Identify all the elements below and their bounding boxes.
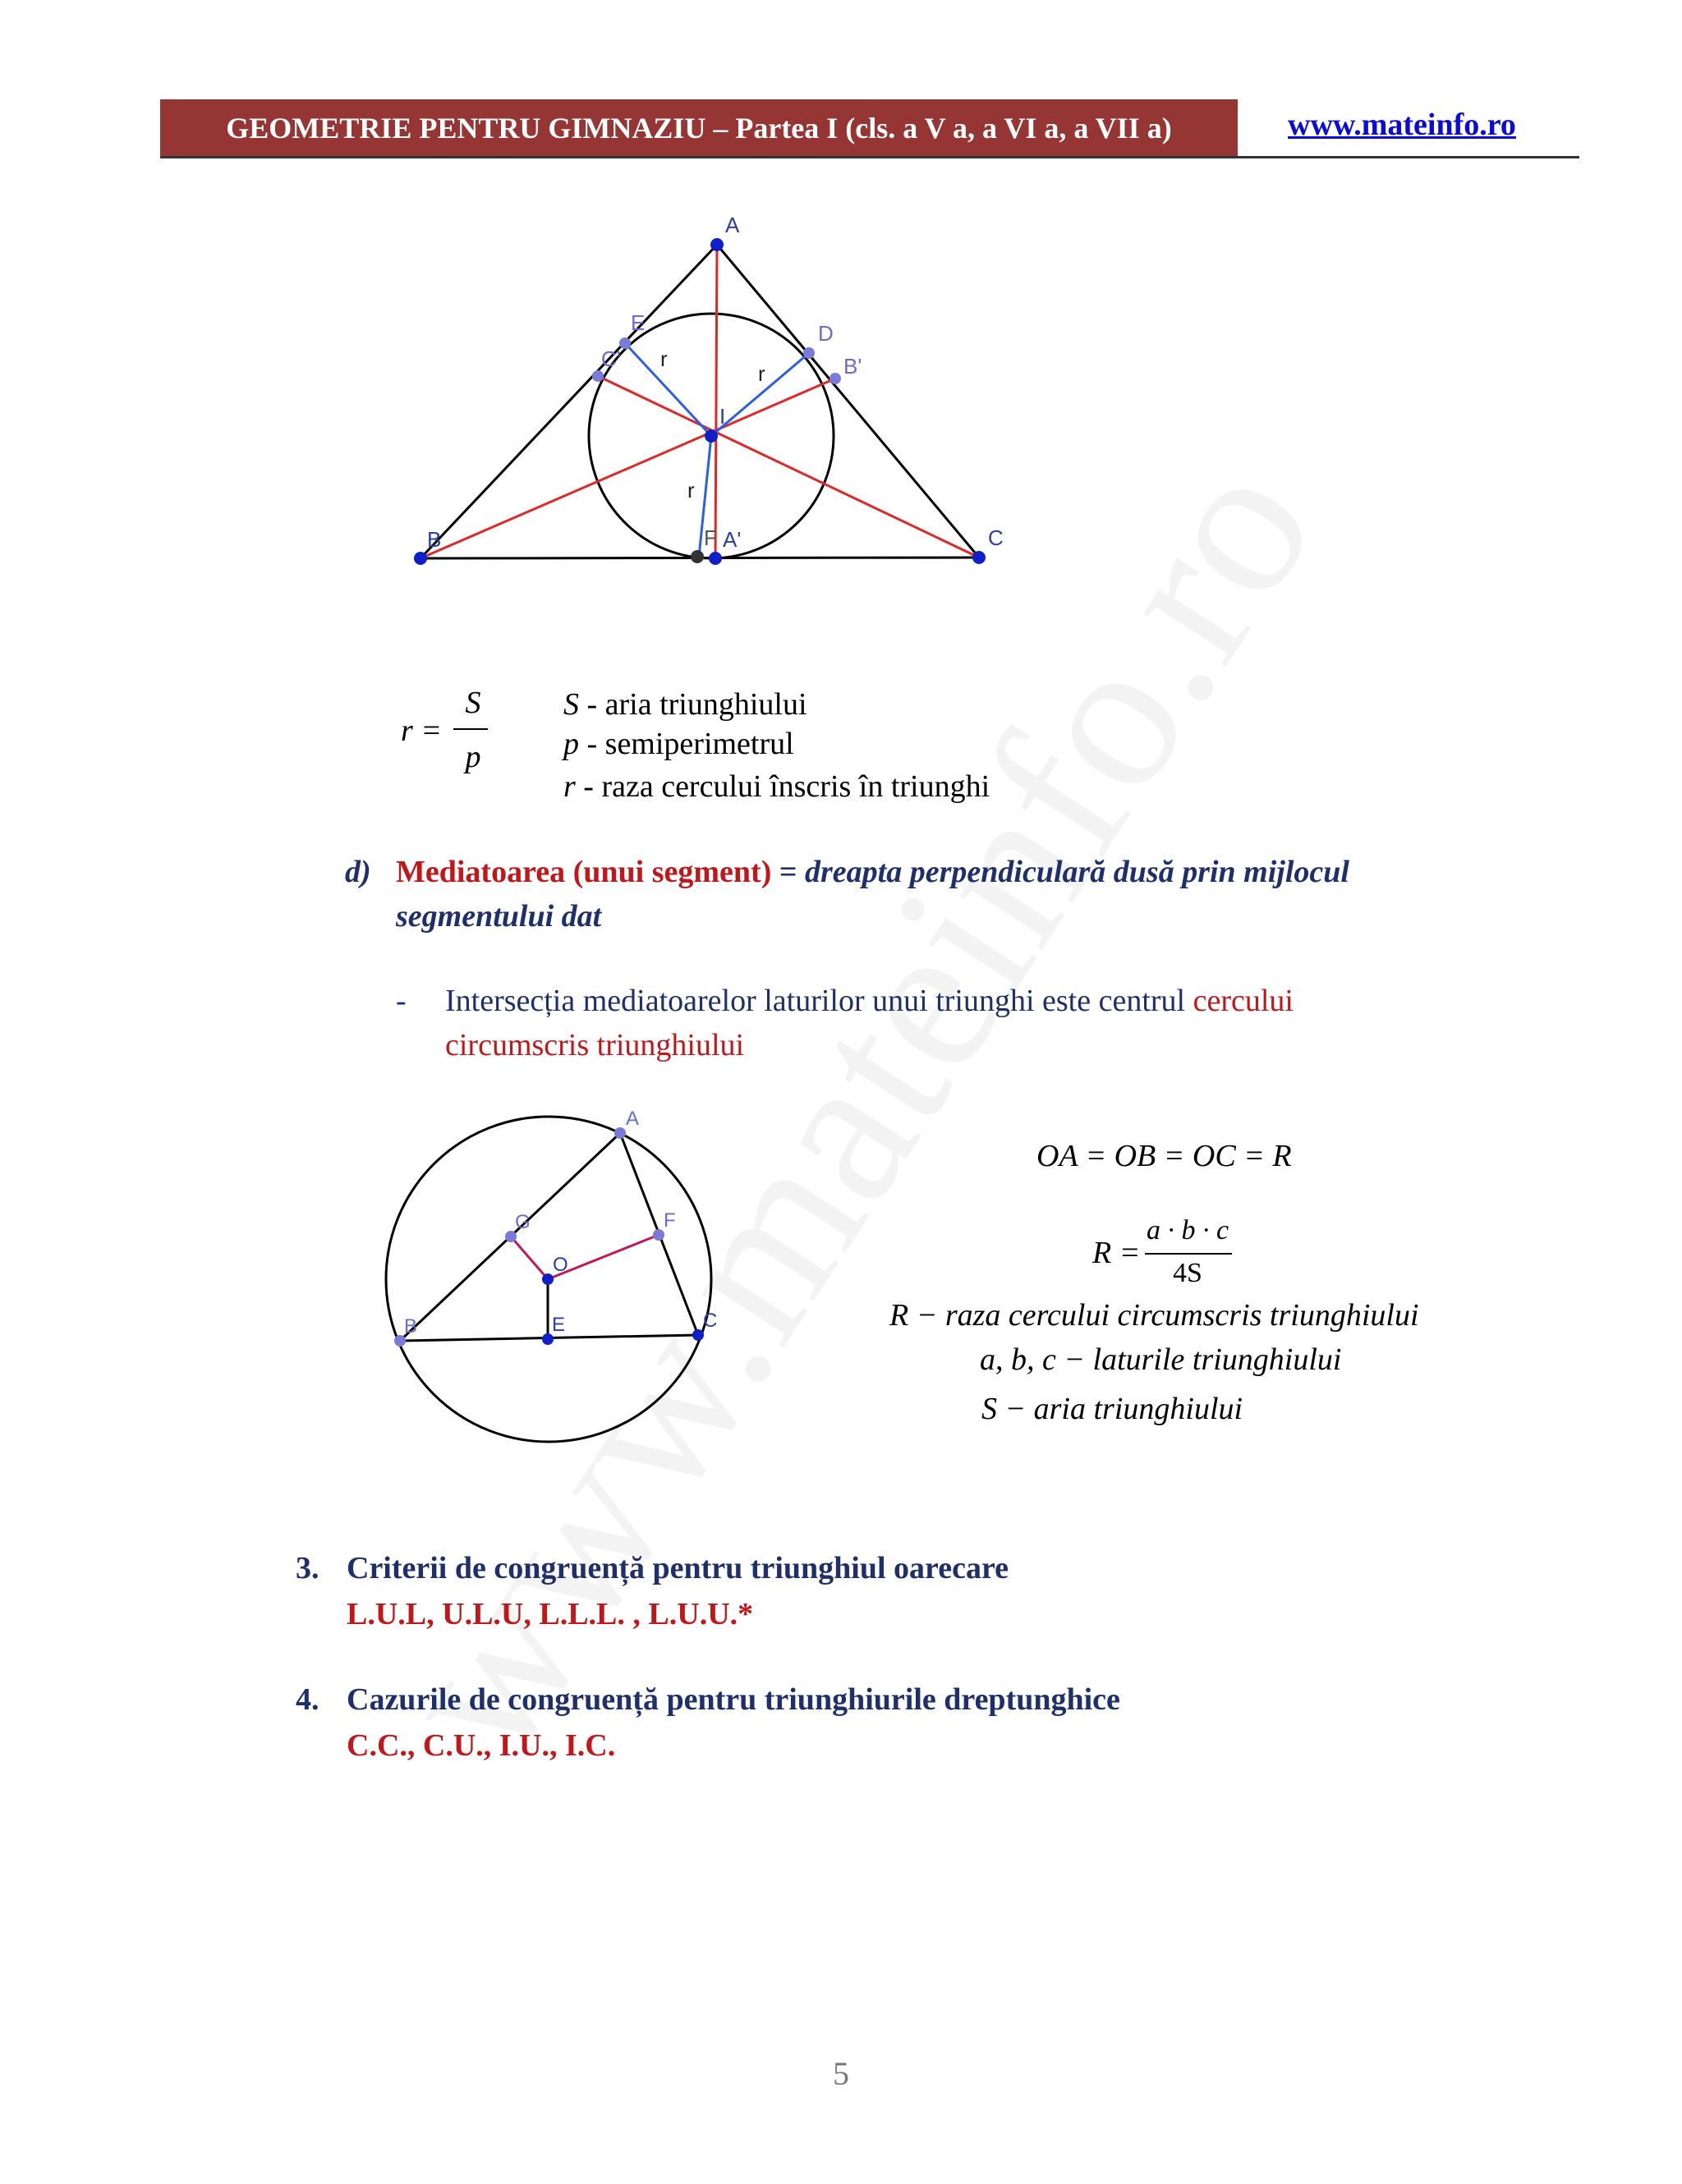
- label-i: I: [719, 404, 726, 429]
- label-e: E: [631, 310, 646, 335]
- point-c2: [692, 1329, 704, 1341]
- circumcircle-figure: [374, 1104, 727, 1449]
- label-d: D: [818, 321, 834, 346]
- legend-sides: a, b, c − laturile triunghiului: [980, 1342, 1342, 1377]
- point-a2: [614, 1127, 626, 1139]
- legend-s: S - aria triunghiului: [563, 687, 807, 722]
- label-b-prime: B': [843, 354, 862, 379]
- point-a-prime: [709, 552, 722, 565]
- section-d-definition-cont: segmentului dat: [396, 899, 602, 934]
- item-4-title: Cazurile de congruență pentru triunghiurile dreptunghice: [347, 1682, 1120, 1717]
- bullet-dash: -: [396, 984, 407, 1018]
- point-d: [803, 347, 815, 359]
- circumradius-lhs: R =: [1092, 1236, 1141, 1270]
- item-4-number: 4.: [296, 1682, 319, 1717]
- point-f: [691, 550, 704, 563]
- point-a: [710, 238, 724, 251]
- legend-area: S − aria triunghiului: [981, 1392, 1243, 1426]
- legend-p: p - semiperimetrul: [563, 727, 794, 761]
- label-c: C: [988, 525, 1004, 550]
- site-link[interactable]: www.mateinfo.ro: [1288, 108, 1516, 142]
- fraction-bar: [453, 728, 488, 730]
- label-f: F: [704, 525, 717, 550]
- header-rule: [160, 156, 1579, 158]
- label-b: B: [427, 527, 442, 552]
- point-c-prime: [592, 370, 604, 382]
- circumcenter-note: Intersecția mediatoarelor laturilor unui triunghi este centrul cercului: [445, 984, 1294, 1018]
- label-o: O: [553, 1254, 568, 1276]
- label-c2: C: [703, 1310, 718, 1332]
- circumcenter-note-cont: circumscris triunghiului: [445, 1028, 745, 1062]
- item-3-number: 3.: [296, 1551, 319, 1585]
- point-b: [414, 552, 427, 565]
- label-c-prime: C': [601, 346, 621, 371]
- label-e2: E: [552, 1314, 566, 1336]
- label-g: G: [515, 1211, 531, 1233]
- point-f2: [653, 1229, 664, 1241]
- legend-circumradius: R − raza cercului circumscris triunghiului: [889, 1298, 1419, 1333]
- label-a-prime: A': [723, 527, 742, 552]
- incircle-figure: [386, 209, 1027, 571]
- label-r-bottom: r: [687, 478, 695, 502]
- point-c: [972, 551, 986, 564]
- legend-r: r - raza cercului înscris în triunghi: [563, 769, 990, 804]
- circumradius-denominator: 4S: [1173, 1258, 1202, 1288]
- label-r-right: r: [758, 361, 765, 386]
- label-r-left: r: [660, 346, 668, 371]
- inradius-denominator: p: [465, 740, 481, 774]
- inradius-numerator: S: [465, 686, 481, 720]
- header-title: GEOMETRIE PENTRU GIMNAZIU – Partea I (cls. a V a, a VI a, a VII a): [226, 112, 1172, 145]
- item-3-title: Criterii de congruență pentru triunghiul oarecare: [347, 1551, 1009, 1585]
- fraction-bar-2: [1145, 1253, 1232, 1255]
- point-i: [705, 429, 718, 443]
- label-b2: B: [404, 1315, 418, 1337]
- item-4-detail: C.C., C.U., I.U., I.C.: [347, 1728, 616, 1763]
- label-f2: F: [664, 1209, 676, 1232]
- label-a2: A: [626, 1108, 640, 1130]
- section-d-marker: d): [345, 855, 371, 889]
- point-b-prime: [830, 373, 841, 384]
- circumradius-numerator: a · b · c: [1146, 1215, 1229, 1246]
- item-3-detail: L.U.L, U.L.U, L.L.L. , L.U.U.*: [347, 1597, 754, 1631]
- point-o: [542, 1273, 554, 1285]
- inradius-lhs: r =: [401, 713, 442, 748]
- page-number: 5: [833, 2055, 849, 2092]
- section-d-definition: Mediatoarea (unui segment) = dreapta perpendiculară dusă prin mijlocul: [396, 855, 1349, 889]
- point-e: [619, 337, 631, 349]
- label-a: A: [725, 213, 740, 237]
- circumradius-equality: OA = OB = OC = R: [1036, 1139, 1292, 1173]
